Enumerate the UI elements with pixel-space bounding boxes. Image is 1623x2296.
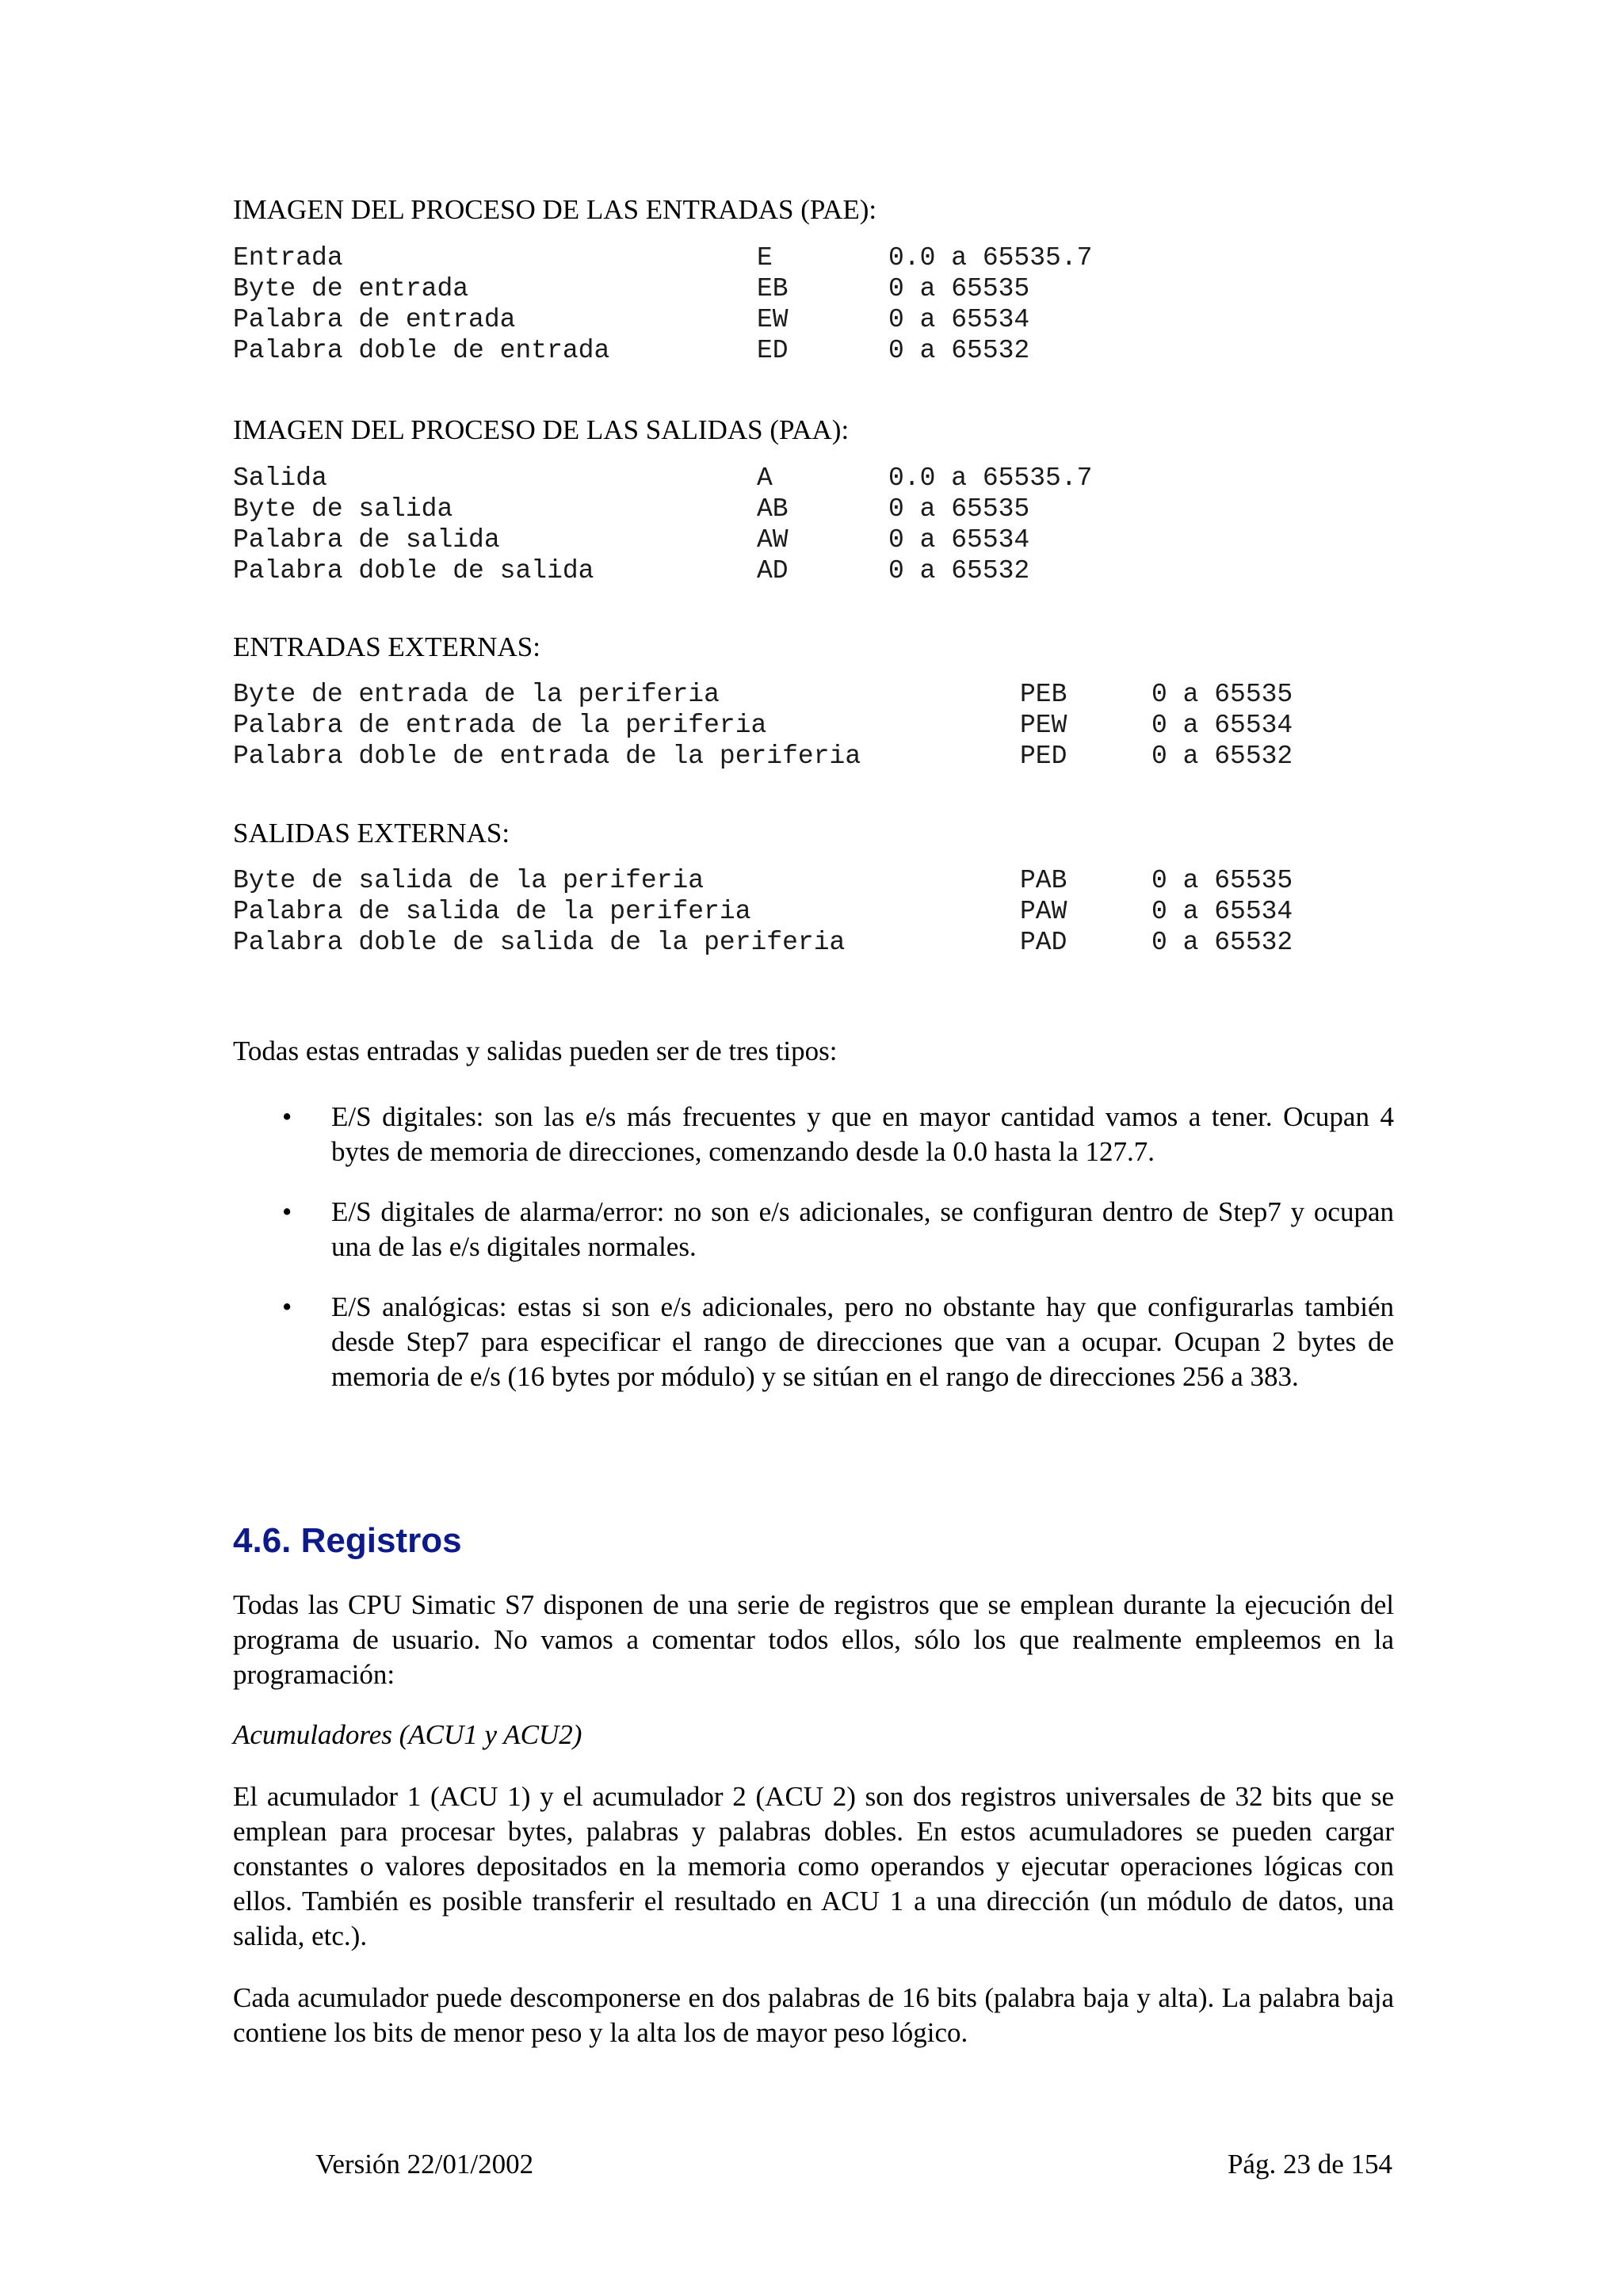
row-name: Palabra de salida (233, 525, 500, 555)
section-title-entradas-externas: ENTRADAS EXTERNAS: (233, 631, 540, 662)
table-row (0, 494, 1623, 524)
list-item: E/S analógicas: estas si son e/s adicionales, pero no obstante hay que configurarlas también desde Step7 para especificar el rango de direcciones que van a ocupar. Ocupan 2 bytes de memoria de e/s (16 bytes por módulo) y se sitúan en el rango de direcciones 256 a 383. (331, 1291, 1394, 1392)
row-range: 0 a 65535 (1151, 680, 1293, 709)
row-range: 0.0 a 65535.7 (888, 463, 1093, 493)
types-intro: Todas estas entradas y salidas pueden ser de tres tipos: (233, 1035, 838, 1066)
row-name: Palabra doble de salida (233, 556, 594, 585)
row-symbol: AD (757, 556, 789, 585)
row-name: Palabra de salida de la periferia (233, 897, 751, 926)
row-symbol: PED (1020, 742, 1067, 771)
row-symbol: PAW (1020, 897, 1067, 926)
table-row (0, 273, 1623, 304)
row-name: Byte de salida de la periferia (233, 866, 705, 895)
footer-page-number: Pág. 23 de 154 (1227, 2149, 1392, 2180)
row-name: Entrada (233, 243, 343, 273)
row-name: Palabra doble de entrada de la periferia (233, 742, 861, 771)
table-row (0, 304, 1623, 335)
bullet-icon: • (282, 1291, 292, 1322)
row-symbol: A (757, 463, 773, 493)
row-symbol: PAB (1020, 866, 1067, 895)
section-title-paa: IMAGEN DEL PROCESO DE LAS SALIDAS (PAA): (233, 414, 850, 445)
table-row (0, 524, 1623, 555)
row-symbol: EW (757, 305, 789, 334)
row-name: Palabra doble de salida de la periferia (233, 928, 846, 957)
section-title-pae: IMAGEN DEL PROCESO DE LAS ENTRADAS (PAE): (233, 194, 877, 225)
row-symbol: PEW (1020, 711, 1067, 740)
acumuladores-subheading: Acumuladores (ACU1 y ACU2) (233, 1719, 582, 1750)
row-symbol: EB (757, 274, 789, 303)
bullet-icon: • (282, 1196, 292, 1227)
table-row (0, 463, 1623, 494)
table-row (0, 679, 1623, 710)
section-heading-registros: 4.6. Registros (233, 1521, 462, 1560)
table-row (0, 927, 1623, 958)
registros-intro: Todas las CPU Simatic S7 disponen de una serie de registros que se emplean durante la ejecución del programa de usuario. No vamos a comentar todos ellos, sólo los que realmente empleemos en la programación: (233, 1589, 1394, 1690)
acumuladores-paragraph-2: Cada acumulador puede descomponerse en dos palabras de 16 bits (palabra baja y alta). La palabra baja contiene los bits de menor peso y la alta los de mayor peso lógico. (233, 1982, 1394, 2048)
bullet-icon: • (282, 1101, 292, 1132)
row-range: 0 a 65534 (1151, 711, 1293, 740)
row-range: 0 a 65532 (888, 336, 1030, 365)
row-name: Palabra de entrada de la periferia (233, 711, 767, 740)
row-range: 0 a 65534 (888, 305, 1030, 334)
row-name: Byte de salida (233, 494, 453, 524)
footer-version: Versión 22/01/2002 (315, 2149, 534, 2180)
table-row (0, 896, 1623, 927)
row-name: Byte de entrada de la periferia (233, 680, 720, 709)
section-title-salidas-externas: SALIDAS EXTERNAS: (233, 818, 510, 849)
row-symbol: AW (757, 525, 789, 555)
row-range: 0 a 65534 (1151, 897, 1293, 926)
row-range: 0 a 65532 (1151, 928, 1293, 957)
list-item: E/S digitales: son las e/s más frecuentes y que en mayor cantidad vamos a tener. Ocupan 4 bytes de memoria de direcciones, comenzando desde la 0.0 hasta la 127.7. (331, 1101, 1394, 1167)
acumuladores-paragraph-1: El acumulador 1 (ACU 1) y el acumulador 2 (ACU 2) son dos registros universales de 32 bits que se emplean para procesar bytes, palabras y palabras dobles. En estos acumuladores se pueden cargar constantes o valores depositados en la memoria como operandos y ejecutar operaciones lógicas con ellos. También es posible transferir el resultado en ACU 1 a una dirección (un módulo de datos, una salida, etc.). (233, 1781, 1394, 1951)
row-range: 0 a 65532 (1151, 742, 1293, 771)
row-range: 0 a 65535 (888, 494, 1030, 524)
row-range: 0.0 a 65535.7 (888, 243, 1093, 273)
table-row (0, 335, 1623, 366)
row-symbol: PAD (1020, 928, 1067, 957)
table-row (0, 710, 1623, 741)
row-name: Salida (233, 463, 327, 493)
row-range: 0 a 65534 (888, 525, 1030, 555)
table-row (0, 741, 1623, 772)
row-name: Palabra doble de entrada (233, 336, 610, 365)
row-symbol: AB (757, 494, 789, 524)
row-symbol: E (757, 243, 773, 273)
row-range: 0 a 65535 (1151, 866, 1293, 895)
row-symbol: ED (757, 336, 789, 365)
list-item: E/S digitales de alarma/error: no son e/s adicionales, se configuran dentro de Step7 y ocupan una de las e/s digitales normales. (331, 1196, 1394, 1262)
row-range: 0 a 65532 (888, 556, 1030, 585)
table-row (0, 242, 1623, 273)
row-symbol: PEB (1020, 680, 1067, 709)
row-name: Byte de entrada (233, 274, 469, 303)
row-name: Palabra de entrada (233, 305, 516, 334)
row-range: 0 a 65535 (888, 274, 1030, 303)
table-row (0, 555, 1623, 586)
table-row (0, 865, 1623, 896)
